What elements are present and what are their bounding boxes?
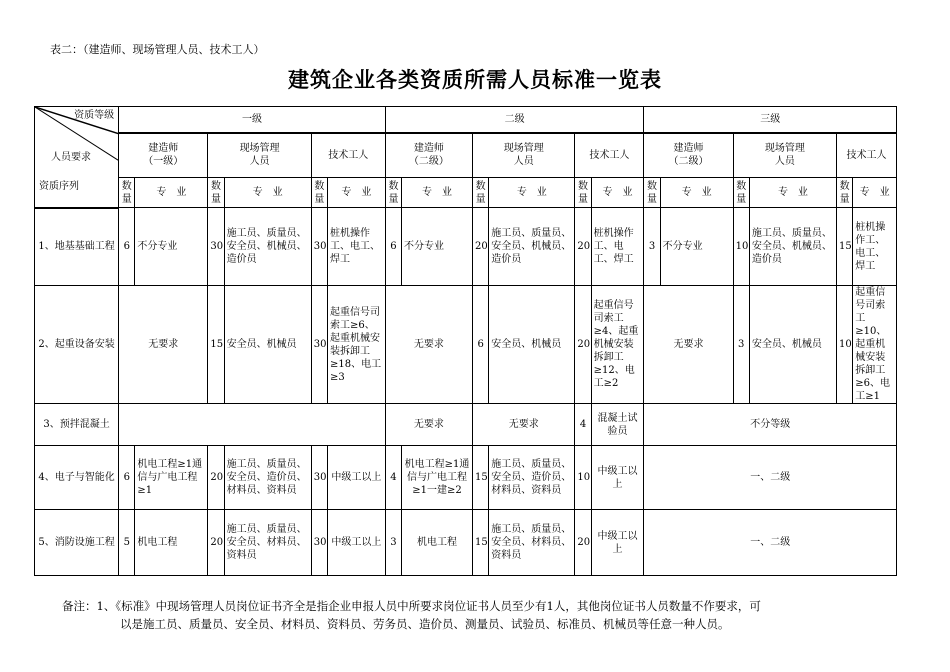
spec-cell: 混凝土试验员 xyxy=(591,404,644,446)
qty-cell: 15 xyxy=(473,510,489,576)
qty-cell: 3 xyxy=(385,510,401,576)
spec-header: 专 业 xyxy=(749,178,836,208)
label-qualification-level: 资质等级 xyxy=(74,110,115,121)
qty-header: 数 量 xyxy=(385,178,401,208)
any-level-cell: 不分等级 xyxy=(644,404,897,446)
qty-header: 数 量 xyxy=(733,178,749,208)
spec-cell: 施工员、质量员、安全员、造价员、材料员、资料员 xyxy=(224,446,311,510)
qty-header: 数 量 xyxy=(311,178,327,208)
spec-cell: 不分专业 xyxy=(660,208,733,286)
qty-cell: 20 xyxy=(473,208,489,286)
qty-cell: 5 xyxy=(119,510,135,576)
qty-header: 数 量 xyxy=(644,178,660,208)
no-requirement-cell: 无要求 xyxy=(385,286,472,404)
no-requirement-cell: 无要求 xyxy=(644,286,733,404)
group-header: 现场管理 人员 xyxy=(208,133,311,178)
group-header: 现场管理 人员 xyxy=(473,133,575,178)
spec-header: 专 业 xyxy=(489,178,575,208)
empty-cell xyxy=(119,404,386,446)
qty-cell: 15 xyxy=(837,208,853,286)
page-title: 建筑企业各类资质所需人员标准一览表 xyxy=(288,67,662,92)
qty-cell: 30 xyxy=(311,286,327,404)
spec-cell: 机电工程≥1通信与广电工程≥1一建≥2 xyxy=(402,446,473,510)
spec-cell: 中级工以上 xyxy=(591,446,644,510)
header-diagonal-cell xyxy=(35,107,119,208)
qty-header: 数 量 xyxy=(119,178,135,208)
table-caption: 表二：（建造师、现场管理人员、技术工人） xyxy=(50,43,265,56)
spec-cell: 安全员、机械员 xyxy=(489,286,575,404)
qty-cell: 10 xyxy=(575,446,591,510)
qty-cell: 6 xyxy=(119,446,135,510)
spec-cell: 施工员、质量员、安全员、机械员、造价员 xyxy=(749,208,836,286)
spec-cell: 中级工以上 xyxy=(327,446,385,510)
spec-cell: 起重信号司索工≥10、起重机械安装拆卸工≥6、电工≥1 xyxy=(853,286,897,404)
qty-cell: 30 xyxy=(208,208,224,286)
no-requirement-cell: 无要求 xyxy=(385,404,472,446)
spec-cell: 施工员、质量员、安全员、造价员、材料员、资料员 xyxy=(489,446,575,510)
group-header: 技术工人 xyxy=(311,133,385,178)
qty-cell: 15 xyxy=(473,446,489,510)
qty-cell: 6 xyxy=(385,208,401,286)
spec-cell: 安全员、机械员 xyxy=(749,286,836,404)
spec-cell: 施工员、质量员、安全员、材料员、资料员 xyxy=(224,510,311,576)
spec-cell: 中级工以上 xyxy=(327,510,385,576)
group-header: 现场管理 人员 xyxy=(733,133,836,178)
qty-header: 数 量 xyxy=(208,178,224,208)
spec-cell: 起重信号司索工≥6、起重机械安装拆卸工≥18、电工≥3 xyxy=(327,286,385,404)
level-header-3: 三级 xyxy=(644,107,897,133)
spec-cell: 机电工程 xyxy=(402,510,473,576)
spec-cell: 起重信号司索工≥4、起重机械安装拆卸工≥12、电工≥2 xyxy=(591,286,644,404)
level-header-2: 二级 xyxy=(385,107,644,133)
qty-cell: 20 xyxy=(575,208,591,286)
qty-cell: 20 xyxy=(575,510,591,576)
group-header: 技术工人 xyxy=(837,133,897,178)
qty-cell: 20 xyxy=(208,446,224,510)
group-header: 建造师 （二级） xyxy=(385,133,472,178)
row-label: 1、地基基础工程 xyxy=(35,208,119,286)
spec-cell: 机电工程 xyxy=(135,510,208,576)
spec-header: 专 业 xyxy=(135,178,208,208)
spec-cell: 不分专业 xyxy=(135,208,208,286)
footnote-line-1: 备注：1、《标准》中现场管理人员岗位证书齐全是指企业申报人员中所要求岗位证书人员至少有1人，其他岗位证书人员数量不作要求，可 xyxy=(62,599,761,613)
row-label: 2、起重设备安装 xyxy=(35,286,119,404)
spec-cell: 机电工程≥1通信与广电工程≥1 xyxy=(135,446,208,510)
qty-cell: 30 xyxy=(311,208,327,286)
spec-cell: 施工员、质量员、安全员、机械员、造价员 xyxy=(224,208,311,286)
qty-cell: 10 xyxy=(733,208,749,286)
footnote-line-2: 以是施工员、质量员、安全员、材料员、资料员、劳务员、造价员、测量员、试验员、标准员、机械员等任意一种人员。 xyxy=(120,617,730,631)
qty-cell: 4 xyxy=(385,446,401,510)
qty-cell: 3 xyxy=(644,208,660,286)
qty-cell: 20 xyxy=(575,286,591,404)
row-label: 5、消防设施工程 xyxy=(35,510,119,576)
spec-cell: 中级工以上 xyxy=(591,510,644,576)
qty-cell: 30 xyxy=(311,510,327,576)
spec-cell: 不分专业 xyxy=(402,208,473,286)
qty-cell: 6 xyxy=(473,286,489,404)
spec-header: 专 业 xyxy=(591,178,644,208)
qty-cell: 6 xyxy=(119,208,135,286)
spec-cell: 施工员、质量员、安全员、机械员、造价员 xyxy=(489,208,575,286)
qty-cell: 30 xyxy=(311,446,327,510)
spec-cell: 桩机操作工、电工、焊工 xyxy=(591,208,644,286)
spec-header: 专 业 xyxy=(853,178,897,208)
qty-header: 数 量 xyxy=(473,178,489,208)
qty-header: 数 量 xyxy=(575,178,591,208)
spec-cell: 桩机操作工、电工、焊工 xyxy=(853,208,897,286)
qty-cell: 3 xyxy=(733,286,749,404)
level-note-cell: 一、二级 xyxy=(644,510,897,576)
level-header-1: 一级 xyxy=(119,107,386,133)
spec-header: 专 业 xyxy=(327,178,385,208)
footnote xyxy=(62,597,922,633)
level-note-cell: 一、二级 xyxy=(644,446,897,510)
row-label: 4、电子与智能化 xyxy=(35,446,119,510)
row-label: 3、预拌混凝土 xyxy=(35,404,119,446)
group-header: 建造师 （一级） xyxy=(119,133,208,178)
qualification-table xyxy=(34,106,897,576)
qty-cell: 15 xyxy=(208,286,224,404)
spec-header: 专 业 xyxy=(402,178,473,208)
qty-cell: 20 xyxy=(208,510,224,576)
spec-header: 专 业 xyxy=(660,178,733,208)
qty-cell: 10 xyxy=(837,286,853,404)
qty-header: 数 量 xyxy=(837,178,853,208)
label-personnel-requirement: 人员要求 xyxy=(51,152,91,163)
no-requirement-cell: 无要求 xyxy=(119,286,208,404)
label-qualification-sequence: 资质序列 xyxy=(39,180,79,192)
spec-cell: 施工员、质量员、安全员、材料员、资料员 xyxy=(489,510,575,576)
group-header: 建造师 （二级） xyxy=(644,133,733,178)
spec-cell: 安全员、机械员 xyxy=(224,286,311,404)
group-header: 技术工人 xyxy=(575,133,644,178)
no-requirement-cell: 无要求 xyxy=(473,404,575,446)
spec-cell: 桩机操作工、电工、焊工 xyxy=(327,208,385,286)
qty-cell: 4 xyxy=(575,404,591,446)
spec-header: 专 业 xyxy=(224,178,311,208)
